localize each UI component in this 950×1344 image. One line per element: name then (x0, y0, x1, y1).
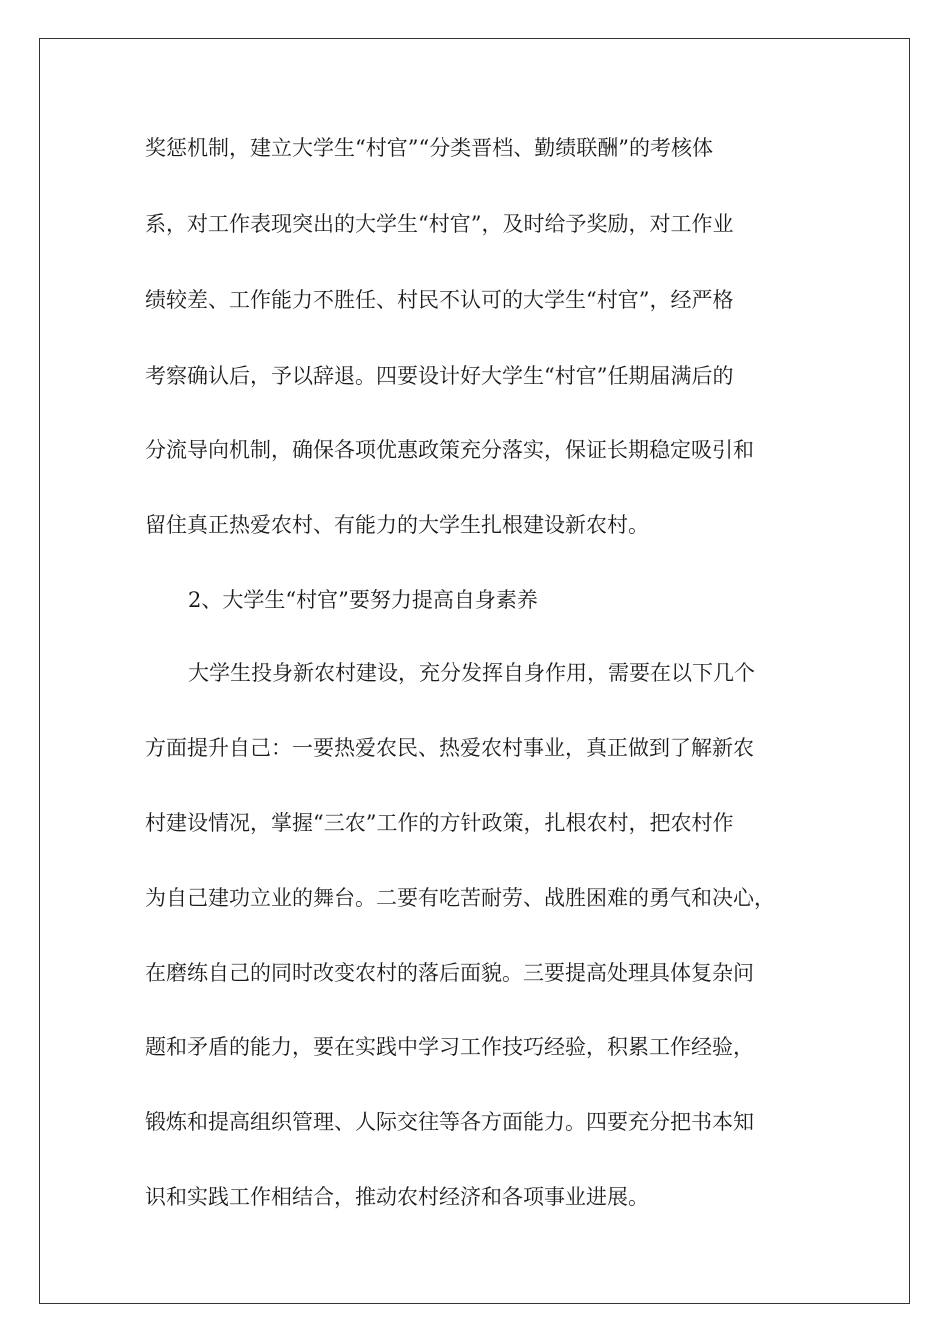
body-line: 方面提升自己：一要热爱农民、热爱农村事业，真正做到了解新农 (145, 736, 754, 760)
body-line: 系，对工作表现突出的大学生“村官”，及时给予奖励，对工作业 (145, 212, 734, 236)
body-line: 奖惩机制，建立大学生“村官”“分类晋档、勤绩联酬”的考核体 (145, 136, 713, 160)
body-line: 绩较差、工作能力不胜任、村民不认可的大学生“村官”，经严格 (145, 288, 734, 312)
body-line: 分流导向机制，确保各项优惠政策充分落实，保证长期稳定吸引和 (145, 438, 754, 462)
body-line: 为自己建功立业的舞台。二要有吃苦耐劳、战胜困难的勇气和决心， (145, 886, 775, 910)
body-line: 村建设情况，掌握“三农”工作的方针政策，扎根农村，把农村作 (145, 811, 734, 835)
body-line: 留住真正热爱农村、有能力的大学生扎根建设新农村。 (145, 513, 649, 537)
body-line: 识和实践工作相结合，推动农村经济和各项事业进展。 (145, 1185, 649, 1209)
body-line: 锻炼和提高组织管理、人际交往等各方面能力。四要充分把书本知 (145, 1110, 754, 1134)
body-line: 在磨练自己的同时改变农村的落后面貌。三要提高处理具体复杂问 (145, 961, 754, 985)
section-heading: 2、大学生“村官”要努力提高自身素养 (188, 588, 538, 612)
body-line: 考察确认后，予以辞退。四要设计好大学生“村官”任期届满后的 (145, 364, 734, 388)
body-line: 大学生投身新农村建设，充分发挥自身作用，需要在以下几个 (188, 661, 755, 685)
body-line: 题和矛盾的能力，要在实践中学习工作技巧经验，积累工作经验， (145, 1035, 754, 1059)
